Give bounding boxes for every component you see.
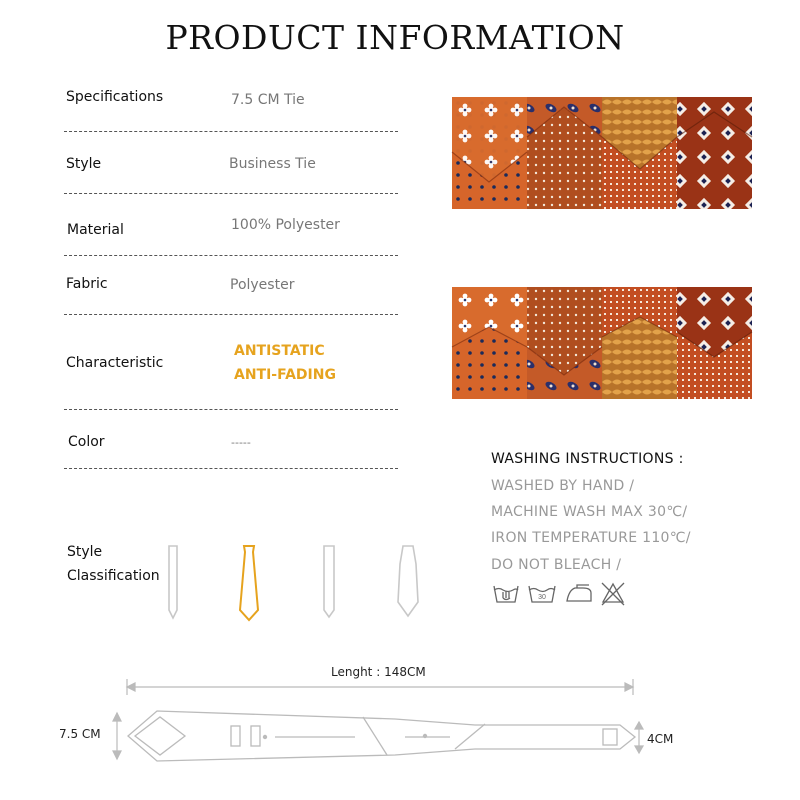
tie-shape-straight-icon: [324, 546, 334, 617]
svg-text:30: 30: [538, 594, 546, 601]
divider: [64, 409, 398, 410]
tie-shape-selected-icon: [240, 546, 258, 620]
no-bleach-icon: [602, 583, 624, 605]
spec-value-material: 100% Polyester: [231, 217, 340, 233]
spec-label-fabric: Fabric: [66, 276, 108, 292]
spec-value-specifications: 7.5 CM Tie: [231, 92, 305, 108]
characteristic-anti-fading: ANTI-FADING: [234, 367, 336, 383]
characteristic-antistatic: ANTISTATIC: [234, 343, 325, 359]
tie-dimension-diagram: [105, 675, 650, 785]
washing-line-iron: IRON TEMPERATURE 110℃/: [491, 530, 691, 546]
divider: [64, 255, 398, 256]
washing-heading: WASHING INSTRUCTIONS :: [491, 451, 684, 467]
spec-value-fabric: Polyester: [230, 277, 295, 293]
narrow-width-arrow: [635, 722, 643, 753]
divider: [64, 468, 398, 469]
spec-label-specifications: Specifications: [66, 89, 164, 105]
tie-shape-options: [160, 540, 430, 625]
tie-shape-wide-icon: [398, 546, 418, 616]
spec-label-color: Color: [68, 434, 105, 450]
style-classification-label-line2: Classification: [67, 568, 160, 584]
hand-wash-icon: [494, 586, 518, 602]
tie-outline: [128, 711, 635, 761]
washing-line-machine: MACHINE WASH MAX 30℃/: [491, 504, 688, 520]
divider: [64, 193, 398, 194]
washing-line-bleach: DO NOT BLEACH /: [491, 557, 622, 573]
wide-width-arrow: [113, 713, 121, 759]
washing-line-hand: WASHED BY HAND /: [491, 478, 635, 494]
divider: [64, 131, 398, 132]
iron-icon: [567, 585, 591, 601]
spec-label-material: Material: [67, 222, 124, 238]
wide-end-width-label: 7.5 CM: [59, 727, 101, 741]
page-title: PRODUCT INFORMATION: [165, 18, 625, 57]
style-classification-label-line1: Style: [67, 544, 103, 560]
length-label: Lenght : 148CM: [331, 665, 426, 679]
spec-label-characteristic: Characteristic: [66, 355, 164, 371]
tie-stitch-dot: [263, 735, 267, 739]
tie-stitch-dot: [423, 734, 427, 738]
machine-wash-30-icon: [529, 586, 555, 602]
narrow-end-width-label: 4CM: [647, 732, 674, 746]
spec-label-style: Style: [66, 156, 102, 172]
tie-shape-skinny-icon: [169, 546, 177, 618]
spec-value-style: Business Tie: [229, 156, 316, 172]
divider: [64, 314, 398, 315]
length-arrow: [127, 679, 633, 695]
tie-photo-top: [452, 97, 752, 209]
spec-value-color: -----: [231, 436, 251, 449]
care-icons: [491, 578, 636, 610]
tie-photo-bottom: [452, 287, 752, 399]
